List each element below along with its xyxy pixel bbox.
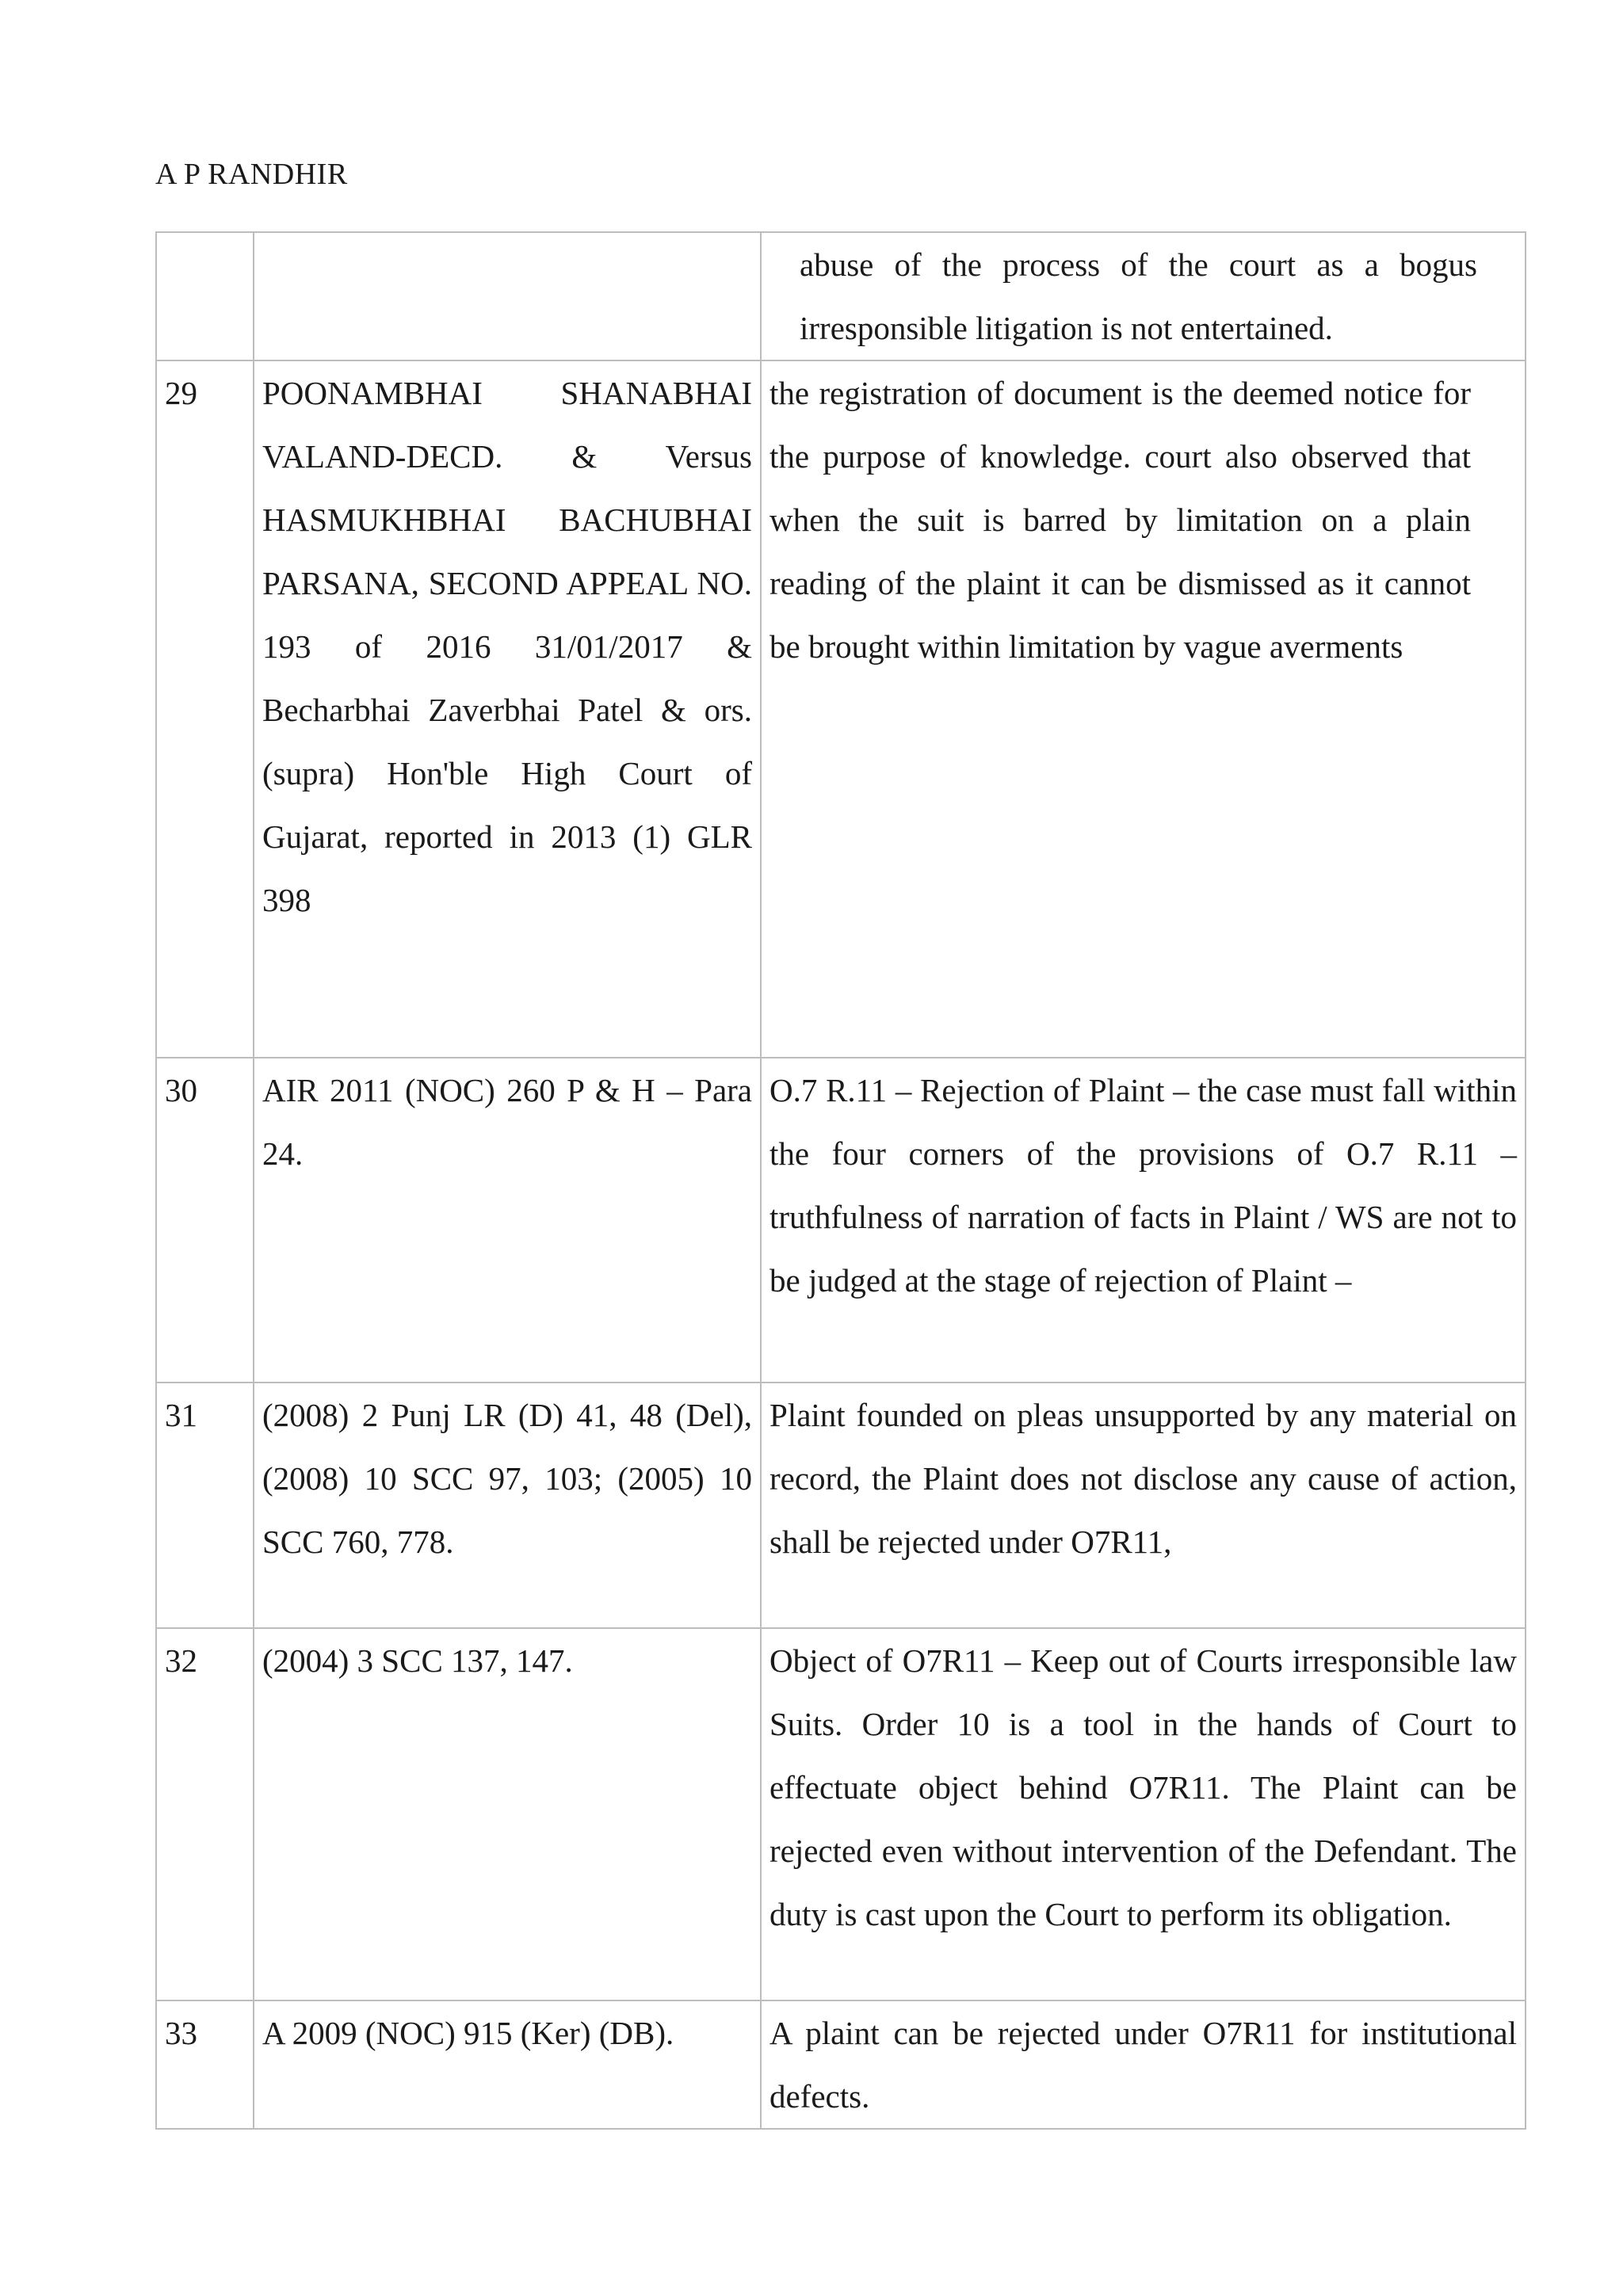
row-citation: A 2009 (NOC) 915 (Ker) (DB).	[254, 2000, 761, 2129]
case-citations-table	[155, 231, 1526, 2130]
table-row	[156, 1383, 1526, 1628]
table-row	[156, 360, 1526, 1058]
table-row	[156, 1058, 1526, 1383]
row-number: 31	[156, 1383, 254, 1628]
row-description: O.7 R.11 – Rejection of Plaint – the case must fall within the four corners of the provisions of O.7 R.11 – truthfulness of narration of facts in Plaint / WS are not to be judged at the stage of rejection of Plaint –	[761, 1058, 1526, 1383]
row-description: Plaint founded on pleas unsupported by any material on record, the Plaint does not disclose any cause of action, shall be rejected under O7R11,	[761, 1383, 1526, 1628]
row-number	[156, 232, 254, 360]
row-number: 29	[156, 360, 254, 1058]
row-description: Object of O7R11 – Keep out of Courts irresponsible law Suits. Order 10 is a tool in the hands of Court to effectuate object behind O7R11. The Plaint can be rejected even without intervention of the Defendant. The duty is cast upon the Court to perform its obligation.	[761, 1628, 1526, 2000]
row-number: 30	[156, 1058, 254, 1383]
table-row	[156, 2000, 1526, 2129]
row-number: 33	[156, 2000, 254, 2129]
row-citation: (2004) 3 SCC 137, 147.	[254, 1628, 761, 2000]
row-citation	[254, 232, 761, 360]
row-description: abuse of the process of the court as a bogus irresponsible litigation is not entertained.	[761, 232, 1526, 360]
row-citation: AIR 2011 (NOC) 260 P & H – Para 24.	[254, 1058, 761, 1383]
row-number: 32	[156, 1628, 254, 2000]
table-row	[156, 1628, 1526, 2000]
row-description: A plaint can be rejected under O7R11 for institutional defects.	[761, 2000, 1526, 2129]
row-description: the registration of document is the deemed notice for the purpose of knowledge. court also observed that when the suit is barred by limitation on a plain reading of the plaint it can be dismissed as it cannot be brought within limitation by vague averments	[761, 360, 1526, 1058]
row-citation: (2008) 2 Punj LR (D) 41, 48 (Del), (2008) 10 SCC 97, 103; (2005) 10 SCC 760, 778.	[254, 1383, 761, 1628]
row-citation: POONAMBHAI SHANABHAI VALAND-DECD. & Versus HASMUKHBHAI BACHUBHAI PARSANA, SECOND APPEAL NO. 193 of 2016 31/01/2017 & Becharbhai Zaverbhai Patel & ors. (supra) Hon'ble High Court of Gujarat, reported in 2013 (1) GLR 398	[254, 360, 761, 1058]
table-row	[156, 232, 1526, 360]
page-header-author: A P RANDHIR	[155, 158, 348, 191]
